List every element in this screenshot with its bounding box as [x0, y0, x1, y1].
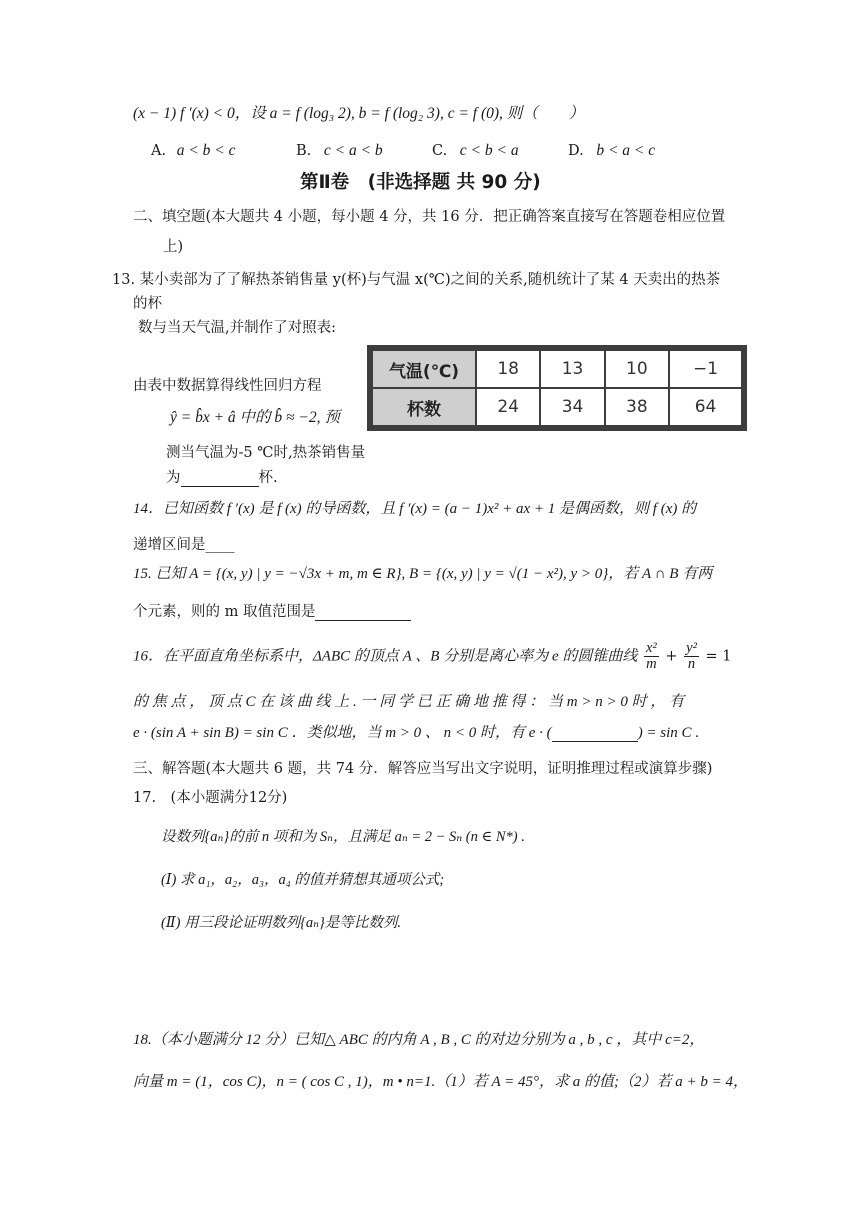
answer-blank — [181, 469, 259, 487]
q15-line2: 个元素，则的 m 取值范围是 — [133, 603, 411, 621]
table-cell: 24 — [476, 388, 540, 426]
table-cell: −1 — [669, 350, 742, 388]
table-header-temperature: 气温(℃) — [372, 350, 476, 388]
q17-part2: (Ⅱ) 用三段论证明数列{aₙ}是等比数列. — [161, 915, 401, 931]
table-cell: 34 — [540, 388, 604, 426]
q13-left-line1: 由表中数据算得线性回归方程 — [133, 378, 322, 394]
q18-line1: 18.（本小题满分 12 分）已知△ ABC 的内角 A , B , C 的对边分别为 a , b , c ，其中 c=2， — [133, 1032, 705, 1048]
fraction-y2-over-n: $\frac{\text{y²}}{n}$ — [686, 640, 697, 673]
q13-line2: 的杯 — [133, 296, 162, 312]
table-cell: 64 — [669, 388, 742, 426]
q14-line2: 递增区间是____ — [133, 537, 235, 553]
q17-stem: 设数列{aₙ}的前 n 项和为 Sₙ，且满足 aₙ = 2 − Sₙ (n ∈ N*) . — [161, 829, 525, 845]
q13-line1: 13. 某小卖部为了了解热茶销售量 y(杯)与气温 x(℃)之间的关系,随机统计了某 4 天卖出的热茶 — [112, 272, 721, 288]
q12-option-c: C. c < b < a — [432, 142, 519, 159]
answer-blank — [315, 603, 411, 621]
q15-line1: 15. 已知 A = {(x, y) | y = −√3x + m, m ∈ R}, B = {(x, y) | y = √(1 − x²), y > 0}，若 A ∩ B 有两 — [133, 566, 713, 582]
q12-option-d: D. b < a < c — [568, 142, 656, 159]
q18-line2: 向量 m = (1，cos C)，n = ( cos C , 1)，m • n=1.（1）若 A = 45°，求 a 的值;（2）若 a + b = 4， — [133, 1074, 749, 1090]
table-cell: 38 — [605, 388, 669, 426]
q13-line3: 数与当天气温,并制作了对照表: — [138, 320, 336, 336]
fraction-x2-over-m: $\frac{\text{x²}}{m}$ — [645, 640, 657, 673]
q17-part1: (Ⅰ) 求 a₁，a₂，a₃，a₄ 的值并猜想其通项公式; — [161, 872, 445, 888]
q13-left-line3: 测当气温为-5 ℃时,热茶销售量 — [166, 445, 366, 461]
temperature-sales-table — [367, 345, 747, 431]
q12-option-a: A. a < b < c — [151, 142, 236, 159]
section2-title: 第Ⅱ卷 (非选择题 共 90 分) — [300, 172, 541, 193]
table-cell: 18 — [476, 350, 540, 388]
answer-blank — [552, 724, 638, 742]
q16-line3: e · (sin A + sin B) = sin C ．类似地，当 m > 0 、 n < 0 时，有 e · ( ) = sin C . — [133, 725, 700, 741]
q17-header: 17. (本小题满分12分) — [133, 790, 288, 806]
table-cell: 10 — [605, 350, 669, 388]
q16-line2: 的 焦 点 ， 顶 点 C 在 该 曲 线 上 . 一 同 学 已 正 确 地 推 得 ： 当 m > n > 0 时 ， 有 — [133, 694, 685, 710]
q12-condition-text: (x − 1) f ′(x) < 0，设 a = f (log₃ 2), b = f (log₂ 3), c = f (0), 则（ ） — [133, 105, 585, 122]
q13-regression-line: ŷ = b̂x + â 中的 b̂ ≈ −2, 预 — [170, 409, 340, 426]
q13-answer-line: 为 杯. — [166, 470, 278, 486]
q14-line1: 14．已知函数 f ′(x) 是 f (x) 的导函数，且 f ′(x) = (a − 1)x² + ax + 1 是偶函数，则 f (x) 的 — [133, 501, 697, 517]
part2-heading-line1: 二、填空题(本大题共 4 小题，每小题 4 分，共 16 分．把正确答案直接写在答题卷相应位置 — [133, 209, 726, 225]
table-header-cups: 杯数 — [372, 388, 476, 426]
table-row-cups — [372, 388, 742, 426]
part3-heading: 三、解答题(本大题共 6 题，共 74 分．解答应当写出文字说明，证明推理过程或演算步骤) — [133, 761, 713, 777]
q16-line1: 16．在平面直角坐标系中，ΔABC 的顶点 A 、B 分别是离心率为 e 的圆锥曲线 $\frac{\text{x²}}{m}$ + $\frac{\text{y²}}{n}$ = 1 — [133, 640, 732, 673]
table-row-temperature — [372, 350, 742, 388]
table-cell: 13 — [540, 350, 604, 388]
part2-heading-line2: 上) — [163, 239, 184, 255]
q12-option-b: B. c < a < b — [296, 142, 383, 159]
